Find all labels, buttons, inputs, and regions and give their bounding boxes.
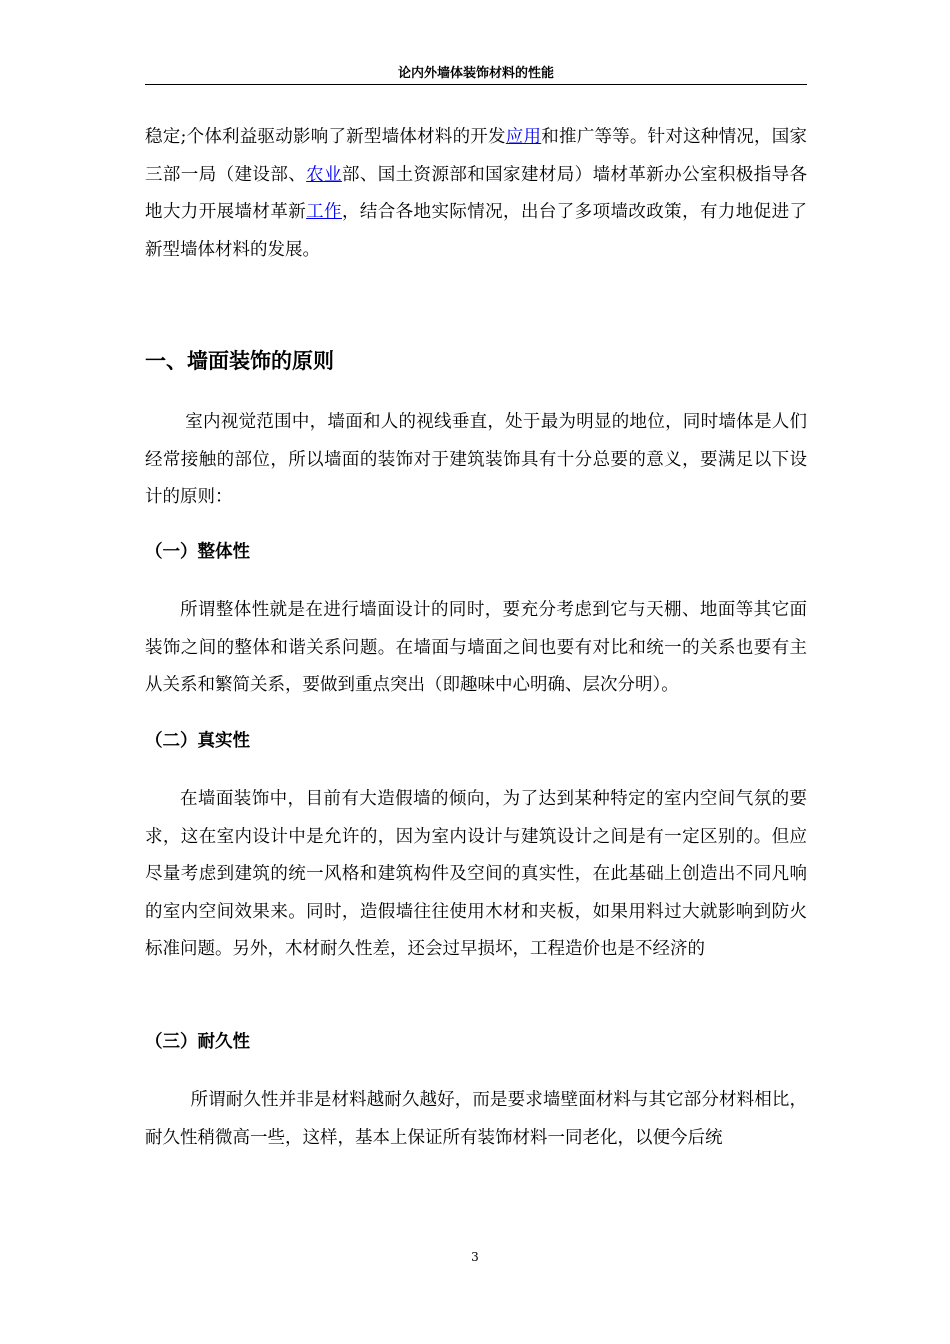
durability-paragraph: 所谓耐久性并非是材料越耐久越好，而是要求墙壁面材料与其它部分材料相比，耐久性稍微高一些，这样，基本上保证所有装饰材料一同老化，以便今后统 bbox=[145, 1090, 807, 1148]
section-intro-paragraph: 室内视觉范围中，墙面和人的视线垂直，处于最为明显的地位，同时墙体是人们经常接触的部位，所以墙面的装饰对于建筑装饰具有十分总要的意义，要满足以下设计的原则： bbox=[145, 412, 807, 507]
intro-text-1: 稳定;个体利益驱动影响了新型墙体材料的开发 bbox=[145, 127, 506, 147]
link-agriculture[interactable]: 农业 bbox=[306, 164, 342, 185]
intro-paragraph bbox=[145, 119, 807, 269]
intro-text-4: ，结合各地实际情况，出台了多项墙改政策，有力地促进了新型墙体材料的发展。 bbox=[145, 202, 808, 260]
intro-text-3: 部、国土资源部和国家建材局）墙材革新办公室积极指导各地大力开展墙材革新 bbox=[145, 164, 808, 222]
section-heading-principles: 一、墙面装饰的原则 bbox=[145, 349, 334, 373]
subheading-authenticity: （二）真实性 bbox=[145, 731, 250, 751]
subheading-durability: （三）耐久性 bbox=[145, 1032, 250, 1052]
subheading-integrity: （一）整体性 bbox=[145, 542, 250, 562]
running-header: 论内外墙体装饰材料的性能 bbox=[397, 66, 554, 81]
link-application[interactable]: 应用 bbox=[505, 127, 542, 147]
link-work[interactable]: 工作 bbox=[306, 202, 342, 222]
page-number: 3 bbox=[471, 1250, 479, 1264]
integrity-paragraph: 所谓整体性就是在进行墙面设计的同时，要充分考虑到它与天棚、地面等其它面装饰之间的整体和谐关系问题。在墙面与墙面之间也要有对比和统一的关系也要有主从关系和繁简关系，要做到重点突出（即趣味中心明确、层次分明）。 bbox=[145, 600, 807, 695]
intro-text-2: 和推广等等。针对这种情况，国家三部一局（建设部、 bbox=[145, 127, 808, 185]
authenticity-paragraph: 在墙面装饰中，目前有大造假墙的倾向，为了达到某种特定的室内空间气氛的要求，这在室内设计中是允许的，因为室内设计与建筑设计之间是有一定区别的。但应尽量考虑到建筑的统一风格和建筑构件及空间的真实性，在此基础上创造出不同凡响的室内空间效果来。同时，造假墙往往使用木材和夹板，如果用料过大就影响到防火标准问题。另外，木材耐久性差，还会过早损坏，工程造价也是不经济的 bbox=[145, 789, 807, 959]
header-rule bbox=[145, 84, 807, 85]
